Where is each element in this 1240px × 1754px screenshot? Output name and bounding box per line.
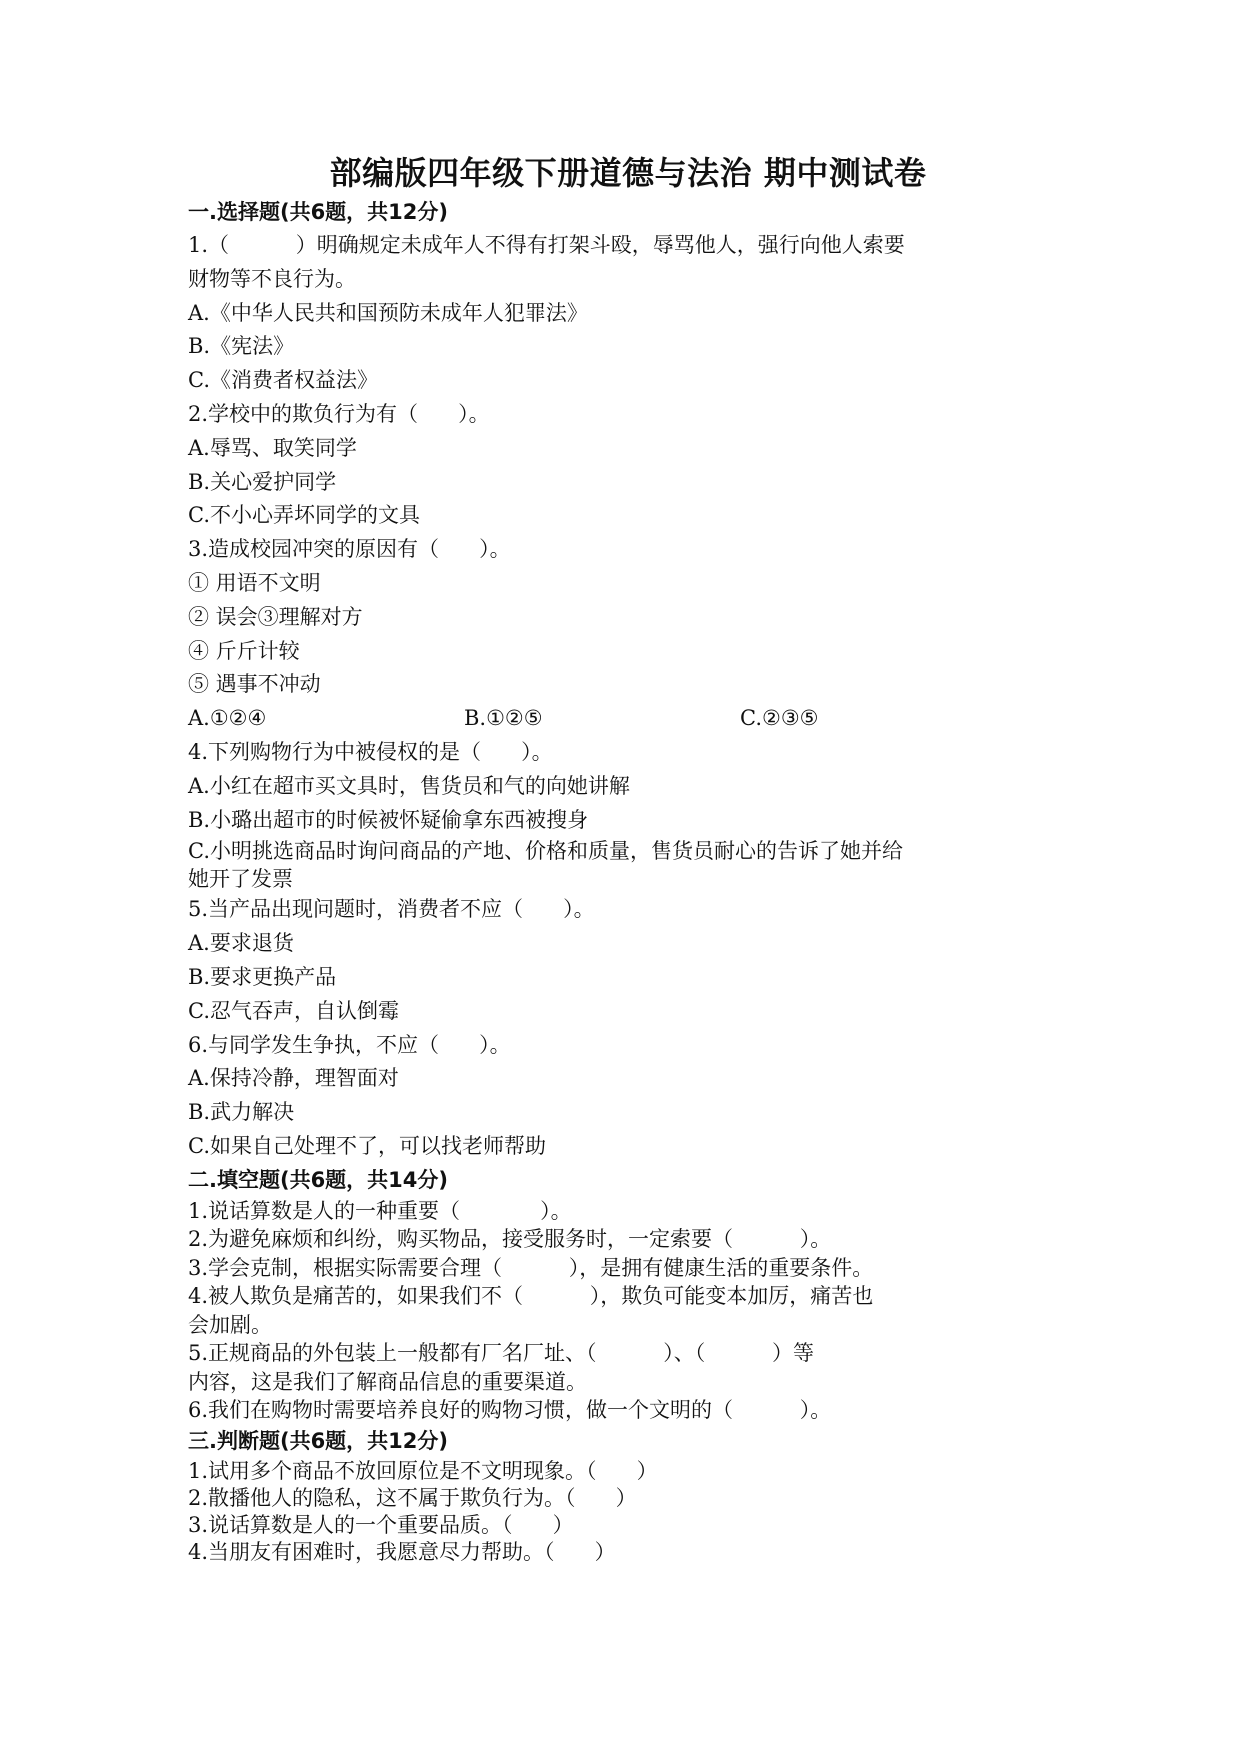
question-line: 6.我们在购物时需要培养良好的购物习惯，做一个文明的（ ）。 bbox=[188, 1398, 832, 1423]
question-line: 5.正规商品的外包装上一般都有厂名厂址、（ ）、（ ）等 bbox=[188, 1341, 815, 1366]
option-line: A.小红在超市买文具时，售货员和气的向她讲解 bbox=[188, 773, 630, 798]
option-line: 她开了发票 bbox=[188, 867, 293, 892]
option-line: ① 用语不文明 bbox=[188, 570, 321, 595]
question-line: 2.散播他人的隐私，这不属于欺负行为。（ ） bbox=[188, 1485, 637, 1510]
question-line: 4.被人欺负是痛苦的，如果我们不（ ），欺负可能变本加厉，痛苦也 bbox=[188, 1284, 874, 1309]
question-line: 3.造成校园冲突的原因有（ ）。 bbox=[188, 537, 511, 562]
section-judge bbox=[188, 1425, 1068, 1566]
answer-option-b: B.①②⑤ bbox=[464, 706, 543, 731]
section-heading-choice: 一.选择题(共6题，共12分) bbox=[188, 200, 449, 224]
answer-option-c: C.②③⑤ bbox=[740, 706, 819, 731]
question-line: 4.下列购物行为中被侵权的是（ ）。 bbox=[188, 739, 553, 764]
option-line: B.关心爱护同学 bbox=[188, 469, 337, 494]
option-line: A.要求退货 bbox=[188, 931, 294, 956]
answer-options-row bbox=[188, 702, 1068, 736]
option-line: B.要求更换产品 bbox=[188, 964, 337, 989]
option-line: B.小璐出超市的时候被怀疑偷拿东西被搜身 bbox=[188, 807, 589, 832]
question-line: 2.学校中的欺负行为有（ ）。 bbox=[188, 401, 490, 426]
question-line: 财物等不良行为。 bbox=[188, 266, 356, 291]
option-line: C.小明挑选商品时询问商品的产地、价格和质量，售货员耐心的告诉了她并给 bbox=[188, 839, 903, 864]
section-heading-judge: 三.判断题(共6题，共12分) bbox=[188, 1428, 449, 1453]
page-title: 部编版四年级下册道德与法治 期中测试卷 bbox=[329, 154, 927, 192]
option-line: C.不小心弄坏同学的文具 bbox=[188, 503, 420, 528]
option-line: C.如果自己处理不了，可以找老师帮助 bbox=[188, 1133, 546, 1158]
option-line: ④ 斤斤计较 bbox=[188, 638, 300, 663]
option-line: A.辱骂、取笑同学 bbox=[188, 435, 357, 460]
question-line: 会加剧。 bbox=[188, 1312, 272, 1337]
question-line: 3.说话算数是人的一个重要品质。（ ） bbox=[188, 1512, 574, 1537]
option-line: A.保持冷静，理智面对 bbox=[188, 1066, 399, 1091]
question-line: 3.学会克制，根据实际需要合理（ ），是拥有健康生活的重要条件。 bbox=[188, 1255, 874, 1280]
option-line: B.《宪法》 bbox=[188, 334, 295, 359]
question-line: 2.为避免麻烦和纠纷，购买物品，接受服务时，一定索要（ ）。 bbox=[188, 1227, 832, 1252]
question-line: 5.当产品出现问题时，消费者不应（ ）。 bbox=[188, 897, 595, 922]
option-line: C.忍气吞声，自认倒霉 bbox=[188, 998, 399, 1023]
question-line: 1.试用多个商品不放回原位是不文明现象。（ ） bbox=[188, 1458, 658, 1483]
option-line: B.武力解决 bbox=[188, 1100, 295, 1125]
option-line: A.《中华人民共和国预防未成年人犯罪法》 bbox=[188, 300, 588, 325]
section-choice bbox=[188, 196, 1068, 1164]
question-line: 1.说话算数是人的一种重要（ ）。 bbox=[188, 1198, 572, 1223]
section-heading-fill: 二.填空题(共6题，共14分) bbox=[188, 1167, 449, 1192]
question-line: 6.与同学发生争执，不应（ ）。 bbox=[188, 1032, 511, 1057]
option-line: ⑤ 遇事不冲动 bbox=[188, 672, 321, 697]
option-line: ② 误会③理解对方 bbox=[188, 604, 363, 629]
exam-page bbox=[188, 150, 1068, 1566]
section-fill bbox=[188, 1164, 1068, 1425]
question-line: 内容，这是我们了解商品信息的重要渠道。 bbox=[188, 1369, 587, 1394]
question-line: 4.当朋友有困难时，我愿意尽力帮助。（ ） bbox=[188, 1539, 616, 1564]
answer-option-a: A.①②④ bbox=[188, 706, 267, 731]
question-line: 1.（ ）明确规定未成年人不得有打架斗殴，辱骂他人，强行向他人索要 bbox=[188, 233, 905, 257]
option-line: C.《消费者权益法》 bbox=[188, 368, 378, 393]
